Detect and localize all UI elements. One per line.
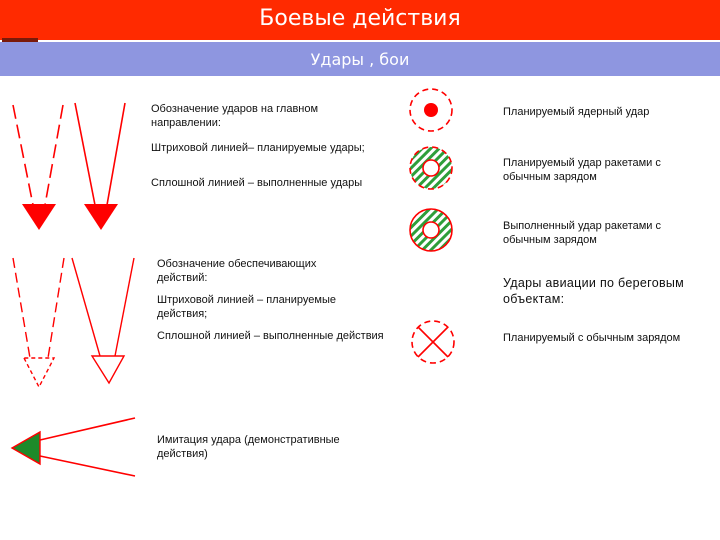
completed-support-arrow	[72, 258, 134, 383]
main-strikes-solid-label: Сплошной линией – выполненные удары	[151, 177, 363, 189]
section-title: Удары , бои	[310, 50, 410, 69]
imitation-label: Имитация удара (демонстративные действия)	[157, 434, 340, 460]
main-strikes-title: Обозначение ударов на главном направлении:	[151, 103, 319, 129]
planned-support-arrow	[13, 258, 64, 387]
planned-nuclear-strike-symbol	[410, 89, 452, 131]
aviation-title: Удары авиации по береговым объектам:	[503, 276, 685, 306]
missile-planned-label: Планируемый удар ракетами с обычным зарядом	[503, 157, 661, 183]
support-title: Обозначение обеспечивающих действий:	[157, 258, 317, 284]
nuclear-planned-label: Планируемый ядерный удар	[503, 106, 650, 118]
planned-main-strike-arrow	[13, 105, 63, 230]
completed-missile-strike-symbol	[410, 209, 452, 251]
main-strikes-dashed-label: Штриховой линией– планируемые удары;	[151, 142, 365, 154]
missile-done-label: Выполненный удар ракетами с обычным зарядом	[503, 220, 662, 246]
planned-aviation-strike-symbol	[412, 321, 454, 363]
completed-main-strike-arrow	[75, 103, 125, 230]
planned-missile-strike-symbol	[410, 147, 452, 189]
support-dashed-label: Штриховой линией – планируемые действия;	[157, 294, 336, 320]
page-title: Боевые действия	[259, 6, 461, 31]
support-solid-label: Сплошной линией – выполненные действия	[157, 330, 384, 342]
imitation-strike-arrow	[12, 418, 135, 476]
aviation-planned-label: Планируемый с обычным зарядом	[503, 332, 681, 344]
